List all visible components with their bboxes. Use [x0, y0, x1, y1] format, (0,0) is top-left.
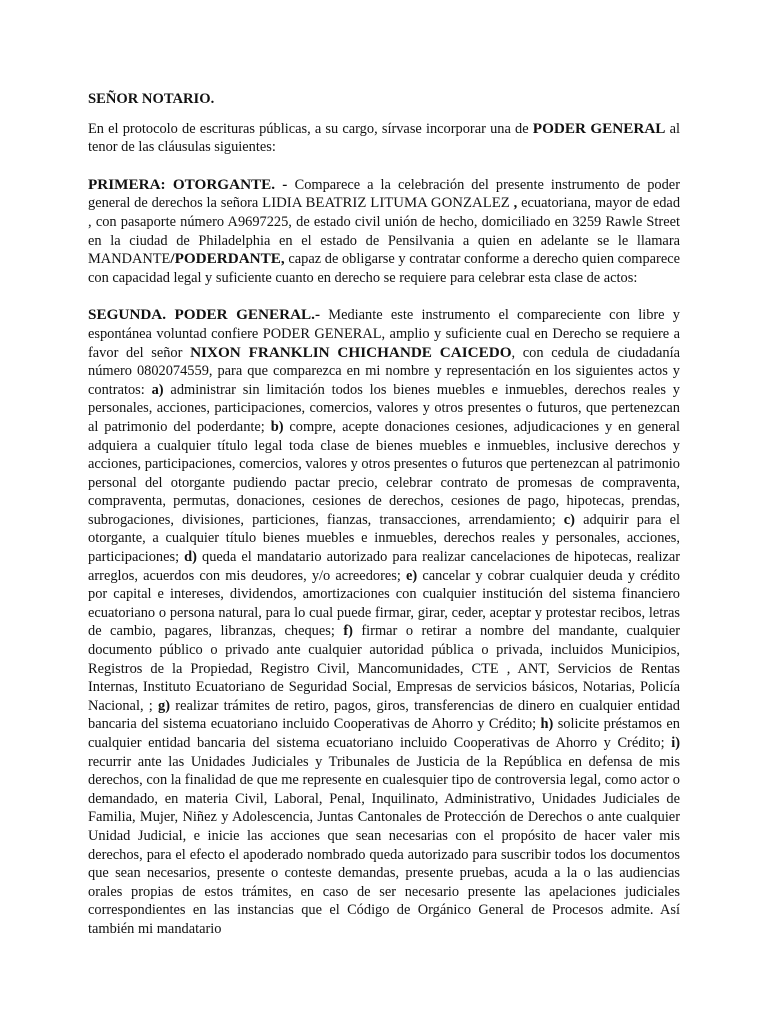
segunda-text-2: , con cedula de ciudadanía número 0802074559, para que comparezca en mi nombre y representación en los siguientes actos y contratos:	[88, 344, 680, 398]
item-f-label: f)	[343, 623, 353, 640]
primera-heading: PRIMERA: OTORGANTE. -	[88, 175, 295, 193]
item-b-label: b)	[270, 418, 284, 435]
salutation: SEÑOR NOTARIO.	[88, 91, 215, 107]
item-c-text: adquirir para el otorgante, a cualquier título bienes muebles e inmuebles, derechos reales y personales, acciones, participaciones;	[88, 511, 680, 566]
document-page	[88, 90, 680, 958]
segunda-text-1: Mediante este instrumento el compareciente con libre y espontánea voluntad confiere PODER GENERAL, amplio y suficiente cual en Derecho se requiere a favor del señor	[88, 307, 680, 361]
item-d-label: d)	[184, 549, 197, 566]
clause-segunda	[88, 306, 680, 938]
intro-poder-general: PODER GENERAL	[532, 119, 666, 137]
item-e-text: cancelar y cobrar cualquier deuda y crédito por capital e intereses, dividendos, amortizaciones con cualquier institución del sistema financiero ecuatoriano o persona natural, para lo cual puede firmar, girar, ceder, aceptar y protestar recibos, letras de cambio, pagares, libranzas, cheques;	[88, 567, 680, 640]
primera-text-3: capaz de obligarse y contratar conforme a derecho quien comparece con capacidad legal y suficiente cuanto en derecho se requiere para celebrar esta clase de actos:	[88, 251, 680, 286]
item-f-text: firmar o retirar a nombre del mandante, cualquier documento público o privado ante cualquier autoridad pública o privada, incluidos Municipios, Registros de la Propiedad, Registro Civil, Mancomunidades, CTE , ANT, Servicios de Rentas Internas, Instituto Ecuatoriano de Seguridad Social, Empresas de servicios básicos, Notarias, Policía Nacional, ;	[88, 623, 680, 714]
item-h-text: solicite préstamos en cualquier entidad bancaria del sistema ecuatoriano incluido Cooperativas de Ahorro y Crédito;	[88, 716, 680, 751]
item-g-label: g)	[158, 697, 171, 714]
item-i-text: recurrir ante las Unidades Judiciales y Tribunales de Justicia de la República en defensa de mis derechos, con la finalidad de que me represente en cualesquier tipo de controversia legal, como actor o demandado, en materia Civil, Laboral, Penal, Inquilinato, Administrativo, Unidades Judiciales de Familia, Mujer, Niñez y Adolescencia, Juntas Cantonales de Protección de Derechos o ante cualquier Unidad Judicial, e inicie las acciones que sean necesarias con el propósito de hacer valer mis derechos, para el efecto el apoderado nombrado queda autorizado para suscribir todos los documentos que sean necesarios, presente o conteste demandas, presente pruebas, acuda a la o las audiencias orales propias de estos trámites, en caso de ser necesario presente las apelaciones judiciales correspondientes en las instancias que el Código de Orgánico General de Procesos admite. Así también mi mandatario	[88, 753, 680, 937]
primera-text-1: Comparece a la celebración del presente instrumento de poder general de derechos la señora	[88, 176, 680, 212]
item-h-label: h)	[540, 716, 554, 733]
mandatario-name: NIXON FRANKLIN CHICHANDE CAICEDO	[190, 343, 512, 361]
item-a-label: a)	[151, 381, 164, 398]
intro-text-1: En el protocolo de escrituras públicas, a su cargo, sírvase incorporar una de	[88, 120, 533, 137]
item-g-text: realizar trámites de retiro, pagos, giros, transferencias de dinero en cualquier entidad bancaria del sistema ecuatoriano incluido Cooperativas de Ahorro y Crédito;	[88, 697, 681, 733]
item-c-label: c)	[563, 511, 575, 528]
otorgante-name: LIDIA BEATRIZ LITUMA GONZALEZ	[262, 195, 510, 212]
poderdante-label: /PODERDANTE,	[170, 250, 285, 268]
primera-comma: ,	[509, 195, 518, 212]
item-a-text: administrar sin limitación todos los bienes muebles e inmuebles, derechos reales y personales, acciones, participaciones, comercios, valores y otros presentes o futuros, que pertenezcan al patrimonio del poderdante;	[88, 381, 680, 435]
item-d-text: queda el mandatario autorizado para realizar cancelaciones de hipotecas, realizar arreglos, acuerdos con mis deudores, y/o acreedores;	[88, 549, 681, 584]
intro-text-2: al tenor de las cláusulas siguientes:	[88, 120, 680, 156]
primera-text-2: ecuatoriana, mayor de edad , con pasaporte número A9697225, de estado civil unión de hecho, domiciliado en 3259 Rawle Street en la ciudad de Philadelphia en el estado de Pensilvania a quien en adelante se le llamara MANDANTE	[88, 195, 681, 268]
item-i-label: i)	[671, 735, 680, 751]
intro-paragraph	[88, 120, 680, 157]
item-b-text: compre, acepte donaciones cesiones, adjudicaciones y en general adquiera a cualquier título legal toda clase de bienes muebles e inmuebles, inclusive derechos y acciones, participaciones, comercios, valores y otros presentes o futuros que pertenezcan al patrimonio personal del otorgante pudiendo pactar precio, celebrar contrato de promesas de compraventa, compraventa, permutas, donaciones, cesiones de derechos, cesiones de pago, hipotecas, prendas, subrogaciones, divisiones, particiones, fianzas, transacciones, arrendamiento;	[88, 418, 680, 528]
clause-primera	[88, 176, 680, 288]
segunda-heading: SEGUNDA. PODER GENERAL.-	[88, 306, 321, 324]
item-e-label: e)	[406, 567, 418, 584]
